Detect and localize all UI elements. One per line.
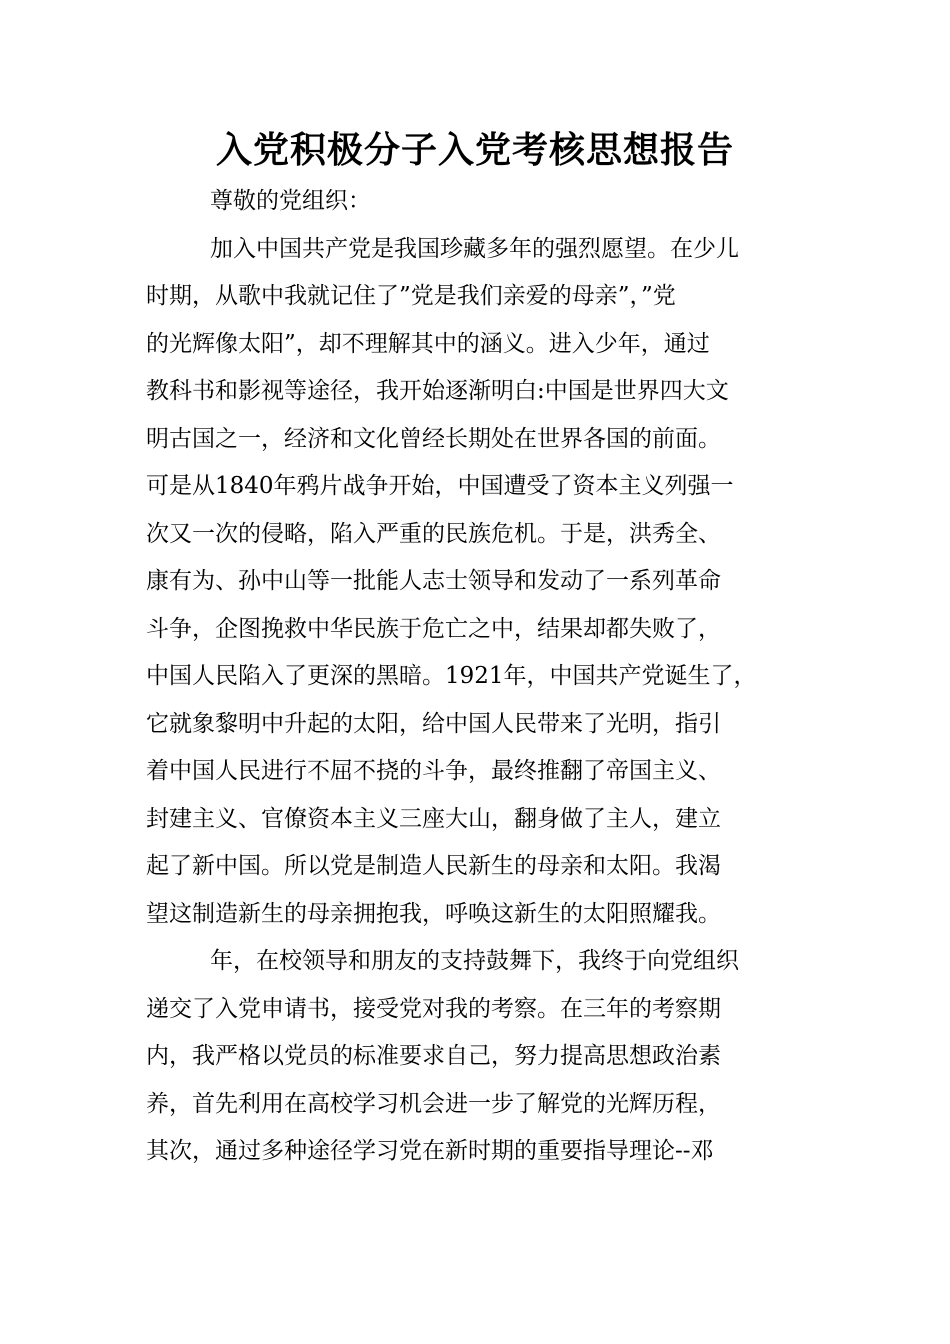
document-title: 入党积极分子入党考核思想报告: [215, 130, 734, 171]
paragraph-line: 封建主义、官僚资本主义三座大山，翻身做了主人，建立: [146, 805, 721, 832]
paragraph-line: 其次，通过多种途径学习党在新时期的重要指导理论--邓: [146, 1138, 714, 1164]
paragraph-line: 加入中国共产党是我国珍藏多年的强烈愿望。在少儿: [210, 235, 739, 262]
document-body: [146, 178, 826, 1176]
paragraph-line: 斗争，企图挽救中华民族于危亡之中，结果却都失败了，: [146, 615, 721, 642]
paragraph-line: 可是从1840年鸦片战争开始，中国遭受了资本主义列强一: [146, 473, 734, 499]
paragraph-line: 养，首先利用在高校学习机会进一步了解党的光辉历程，: [146, 1090, 721, 1117]
paragraph-line: 明古国之一，经济和文化曾经长期处在世界各国的前面。: [146, 425, 721, 452]
paragraph-line: 着中国人民进行不屈不挠的斗争，最终推翻了帝国主义、: [146, 758, 721, 784]
salutation: 尊敬的党组织：: [210, 188, 371, 214]
paragraph-line: 教科书和影视等途径，我开始逐渐明白:中国是世界四大文: [146, 378, 729, 404]
paragraph-line: 中国人民陷入了更深的黑暗。1921年，中国共产党诞生了，: [146, 663, 757, 689]
paragraph-1: [146, 226, 826, 939]
paragraph-line: 时期，从歌中我就记住了”党是我们亲爱的母亲”，”党: [146, 283, 676, 309]
paragraph-line: 年，在校领导和朋友的支持鼓舞下，我终于向党组织: [210, 948, 739, 974]
paragraph-line: 递交了入党申请书，接受党对我的考察。在三年的考察期: [146, 995, 721, 1022]
paragraph-line: 的光辉像太阳”，却不理解其中的涵义。进入少年，通过: [146, 330, 710, 357]
paragraph-line: 望这制造新生的母亲拥抱我，呼唤这新生的太阳照耀我。: [146, 900, 721, 927]
paragraph-line: 内，我严格以党员的标准要求自己，努力提高思想政治素: [146, 1043, 721, 1069]
paragraph-2: [146, 938, 826, 1176]
paragraph-line: 起了新中国。所以党是制造人民新生的母亲和太阳。我渴: [146, 853, 721, 879]
paragraph-line: 次又一次的侵略，陷入严重的民族危机。于是，洪秀全、: [146, 520, 721, 547]
paragraph-line: 它就象黎明中升起的太阳，给中国人民带来了光明，指引: [146, 710, 721, 737]
paragraph-line: 康有为、孙中山等一批能人志士领导和发动了一系列革命: [146, 568, 721, 594]
